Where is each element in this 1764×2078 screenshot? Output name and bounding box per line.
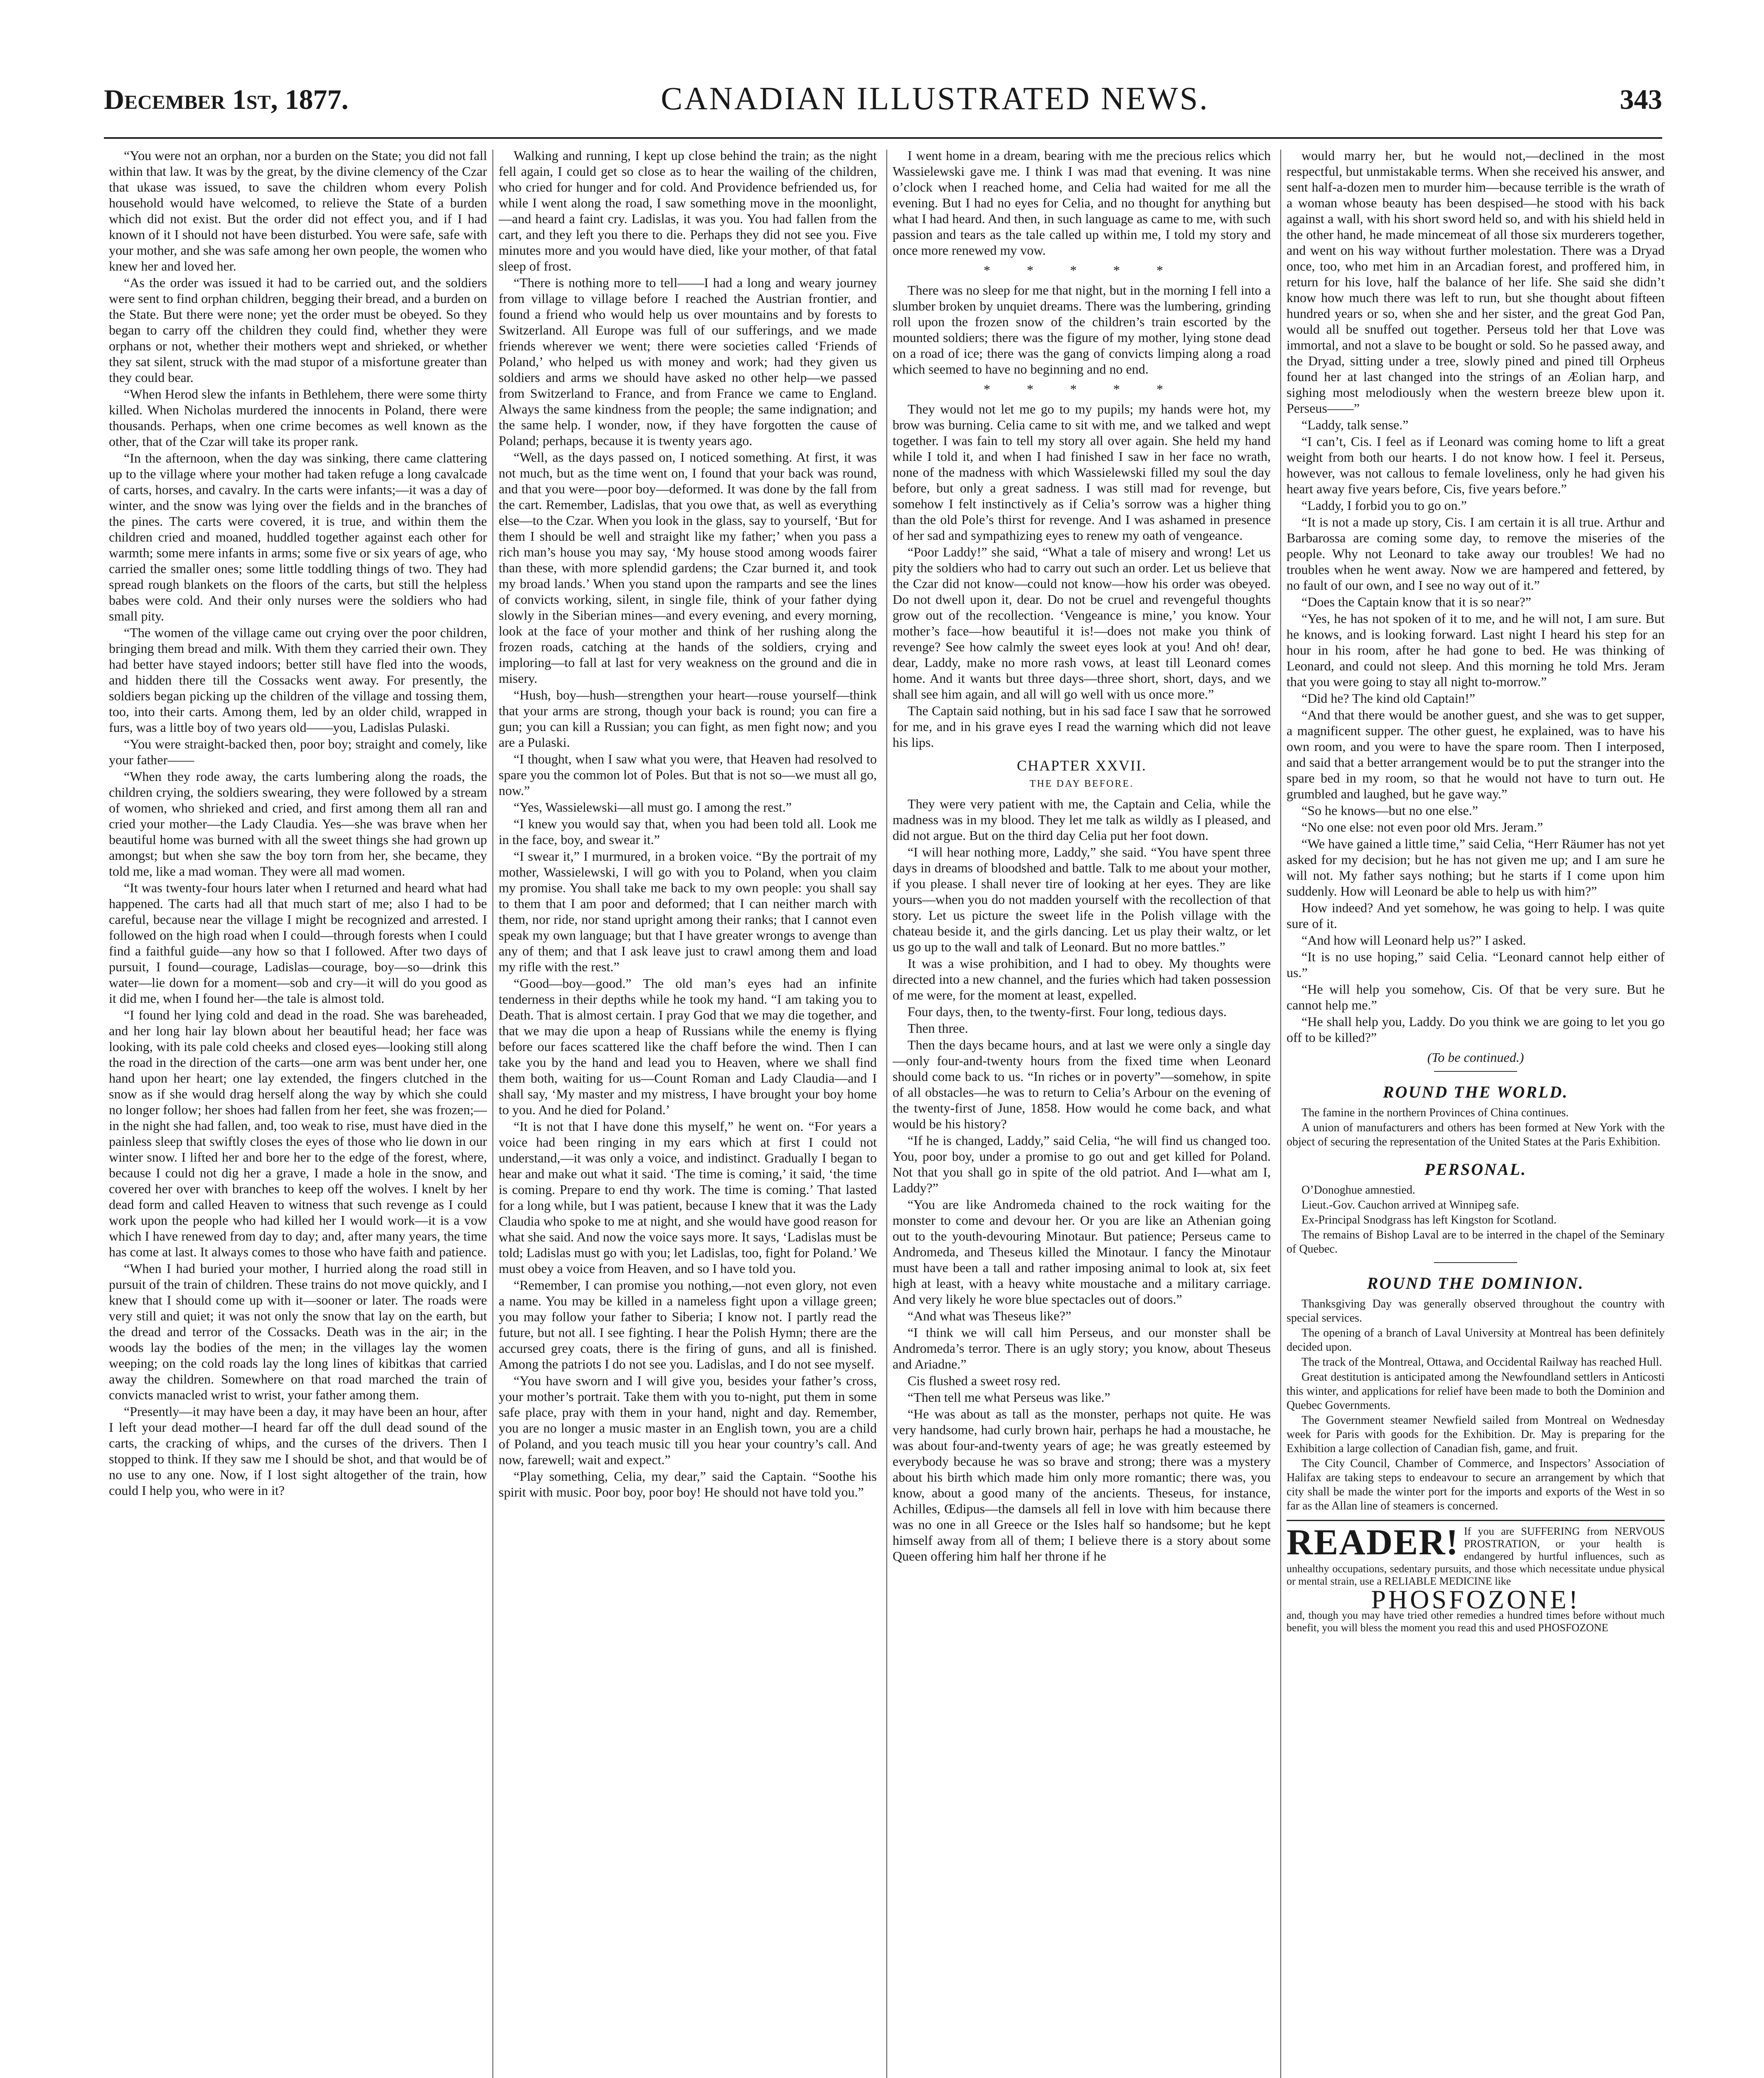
- paragraph: “Laddy, talk sense.”: [1301, 417, 1409, 432]
- page-header: [104, 75, 1662, 137]
- paragraph: I went home in a dream, bearing with me the precious relics which Wassielewski gave me. I think I was mad that evening. It was nine o’clock when I reached home, and Celia had waited for me all the evening. But I had no eyes for Celia, and no thought for anything but what I had heard. And then, in such language as came to me, with such passion and tears as the tale called up within me, I told my story and once more renewed my vow.: [893, 148, 1271, 258]
- paragraph: The remains of Bishop Laval are to be interred in the chapel of the Seminary of Quebec.: [1287, 1229, 1665, 1256]
- paragraph: Lieut.-Gov. Cauchon arrived at Winnipeg safe.: [1301, 1199, 1519, 1211]
- column-1: [109, 148, 487, 2078]
- chapter-subtitle: THE DAY BEFORE.: [1029, 778, 1134, 789]
- paragraph: “Presently—it may have been a day, it may have been an hour, after I left your dead mother—I heard far off the dull dead sound of the carts, the cracking of whips, and the curses of the drivers. Then I stopped to think. If they saw me I should be shot, and that would be of no use to any one. Now, if I lost sight altogether of the train, how could I help you, who were in it?: [109, 1404, 487, 1498]
- paragraph: The Captain said nothing, but in his sad face I saw that he sorrowed for me, and in his grave eyes I read the warning which did not leave his lips.: [893, 703, 1271, 750]
- paragraph: “He shall help you, Laddy. Do you think we are going to let you go off to be killed?”: [1287, 1014, 1665, 1045]
- paragraph: How indeed? And yet somehow, he was going to help. I was quite sure of it.: [1287, 900, 1665, 931]
- story-text: [109, 148, 487, 1498]
- personal-items: [1287, 1183, 1665, 1256]
- round-the-world-title: ROUND THE WORLD.: [1383, 1083, 1569, 1101]
- paragraph: O’Donoghue amnestied.: [1301, 1184, 1415, 1197]
- paragraph: “Did he? The kind old Captain!”: [1301, 691, 1475, 706]
- masthead-title: CANADIAN ILLUSTRATED NEWS.: [661, 80, 1209, 116]
- divider-rule: [1434, 1262, 1517, 1263]
- paragraph: “And that there would be another guest, and she was to get supper, a magnificent supper. The other guest, he explained, was to have his own room, and you were to have the spare room. Then I interposed, and said that a better arrangement would be to put the stranger into the spare bed in my room, so that he would not have to turn out. He grumbled and laughed, but he gave way.”: [1287, 707, 1665, 801]
- paragraph: The City Council, Chamber of Commerce, and Inspectors’ Association of Halifax are taking steps to endeavour to secure an arrangement by which that city shall be made the winter port for the imports and exports of the West in so far as the Allan line of steamers is concerned.: [1287, 1457, 1665, 1512]
- paragraph: “It is no use hoping,” said Celia. “Leonard cannot help either of us.”: [1287, 949, 1665, 980]
- paragraph: They were very patient with me, the Captain and Celia, while the madness was in my blood. They let me talk as wildly as I pleased, and did not argue. But on the third day Celia put her foot down.: [893, 796, 1271, 843]
- column-divider: [1280, 150, 1281, 2078]
- column-2: [499, 148, 877, 2078]
- story-text: [1287, 148, 1665, 1045]
- paragraph: “I found her lying cold and dead in the road. She was bareheaded, and her long hair lay blown about her beautiful head; her face was looking, with its pale cold cheeks and closed eyes—looking still along the road in the direction of the carts—one arm was bent under her, one hand upon her heart; one lay extended, the fingers clutched in the snow as if she would drag herself along the way by which she could no longer follow; her shoes had fallen from her feet, she was frozen;—in the night she had fallen, and, too weak to rise, must have died in the painless sleep that swiftly closes the eyes of those who lie down in our winter snow. I lifted her and bore her to the edge of the forest, where, because I could not dig her a grave, I made a hole in the snow, and covered her over with branches to keep off the wolves. I knelt by her dead form and called Heaven to witness that such revenge as I could work upon the people who had killed her I would work—it is a vow which I have renewed from day to day; and, after many years, the time has come at last. It always comes to those who have faith and patience.: [109, 1007, 487, 1259]
- round-the-dominion-title: ROUND THE DOMINION.: [1367, 1274, 1584, 1293]
- paragraph: “I will hear nothing more, Laddy,” she said. “You have spent three days in dreams of bloodshed and battle. Talk to me about your mother, if you please. I shall never tire of looking at her eyes. They are like yours—when you do not madden yourself with the recollection of that story. Let us picture the sweet life in the Polish village with the chateau beside it, and the girls dancing. Let us play their waltz, or let us go up to the wall and talk of Leonard. But no more battles.”: [893, 844, 1271, 954]
- column-4: [1287, 148, 1665, 2078]
- paragraph: “I thought, when I saw what you were, that Heaven had resolved to spare you the common lot of Poles. But that is not so—we must all go, now.”: [499, 751, 877, 798]
- paragraph: Walking and running, I kept up close behind the train; as the night fell again, I could get so close as to hear the wailing of the children, who cried for hunger and for cold. And Providence befriended us, for while I went along the road, I saw something move in the moonlight,—and heard a faint cry. Ladislas, it was you. You had fallen from the cart, and they left you there to die. Perhaps they did not see you. Five minutes more and you would have died, like your mother, of that fatal sleep of frost.: [499, 148, 877, 273]
- paragraph: “Well, as the days passed on, I noticed something. At first, it was not much, but as the time went on, I found that your back was round, and that you were—poor boy—deformed. It was done by the fall from the cart. Remember, Ladislas, that you owe that, as well as everything else—to the Czar. When you look in the glass, say to yourself, ‘But for them I should be well and straight like my father;’ when you pass a rich man’s house you may say, ‘My house stood among woods fairer than these, with more splendid gardens; the Czar burned it, and took my broad lands.’ When you stand upon the ramparts and see the lines of convicts working, silent, in single file, think of your father dying slowly in the Siberian mines—and every evening, and every morning, look at the face of your mother and think of her rushing along the frozen roads, catching at the hands of the soldiers, crying and imploring—to fall at last for very weakness on the ground and die in misery.: [499, 450, 877, 686]
- ad-footer: and, though you may have tried other remedies a hundred times before without much benefit, you will bless the moment you read this and used PHOSFOZONE: [1287, 1609, 1665, 1634]
- ad-brand-name: PHOSFOZONE!: [1371, 1585, 1580, 1614]
- round-the-dominion-items: [1287, 1297, 1665, 1513]
- header-rule: [104, 137, 1662, 139]
- paragraph: “And what was Theseus like?”: [908, 1308, 1071, 1323]
- paragraph: “When they rode away, the carts lumbering along the roads, the children crying, the soldiers swearing, they were followed by a stream of women, who shrieked and cried, and first among them all ran and cried your mother—the Lady Claudia. Yes—she was brave when her beautiful home was burned with all the sweet things she had grown up amongst; but when she saw the boy torn from her, she became, they told me, like a mad woman. They were all mad women.: [109, 769, 487, 879]
- paragraph: “Then tell me what Perseus was like.”: [908, 1390, 1110, 1405]
- paragraph: “So he knows—but no one else.”: [1301, 803, 1478, 818]
- round-the-world-items: [1287, 1106, 1665, 1149]
- paragraph: The opening of a branch of Laval University at Montreal has been definitely decided upon.: [1287, 1327, 1665, 1354]
- paragraph: “It is not that I have done this myself,” he went on. “For years a voice had been ringing in my ears which at first I could not understand,—it was only a voice, and indistinct. Gradually I began to hear and make out what it said. ‘The time is coming,’ it said, ‘the time is coming. Prepare to end thy work. The time is coming.’ That lasted for a long while, but I was patient, because I knew that it was the Lady Claudia who spoke to me at night, and she would have good reason for what she said. And now the voice says more. It says, ‘Ladislas must be told; Ladislas must go with you; let Ladislas, too, fight for Poland.’ We must obey a voice from Heaven, and so I have told you.: [499, 1119, 877, 1276]
- paragraph: “The women of the village came out crying over the poor children, bringing them bread and milk. With them they carried their own. They had better have stayed indoors; better still have fled into the woods, and hidden there till the Cossacks went away. For presently, the soldiers began picking up the children of the village and tossing them, too, into their carts. Among them, led by an older child, wrapped in furs, was a little boy of two years old——you, Ladislas Pulaski.: [109, 625, 487, 735]
- divider-rule: [1434, 1071, 1517, 1072]
- section-break: * * * * *: [984, 382, 1180, 396]
- paragraph: “And how will Leonard help us?” I asked.: [1301, 933, 1526, 948]
- story-text: [499, 148, 877, 1500]
- paragraph: “No one else: not even poor old Mrs. Jeram.”: [1301, 820, 1543, 835]
- paragraph: They would not let me go to my pupils; my hands were hot, my brow was burning. Celia came to sit with me, and we talked and wept together. I was fain to tell my story all over again. She held my hand while I told it, and when I had finished I saw in her face no wrath, none of the madness with which Wassielewski filled my soul the day before, but only a great sadness. I was still mad for revenge, but somehow I felt instinctively as if Celia’s sorrow was a higher thing than the old Pole’s thirst for revenge. And I was ashamed in presence of her sad and sympathizing eyes to renew my oath of vengeance.: [893, 401, 1271, 543]
- paragraph: Four days, then, to the twenty-first. Four long, tedious days.: [908, 1004, 1227, 1019]
- paragraph: Thanksgiving Day was generally observed throughout the country with special services.: [1287, 1298, 1665, 1325]
- paragraph: Cis flushed a sweet rosy red.: [908, 1373, 1060, 1388]
- paragraph: “I think we will call him Perseus, and our monster shall be Andromeda’s terror. There is an ugly story; you know, about Theseus and Ariadne.”: [893, 1325, 1271, 1371]
- paragraph: “I swear it,” I murmured, in a broken voice. “By the portrait of my mother, Wassielewski, I will go with you to Poland, when you claim my promise. You shall take me back to my own people: you shall say to them that I am poor and deformed; that I can neither march with them, nor ride, nor stand upright among their ranks; that I cannot even speak my own language; but that I have greater wrongs to avenge than any of them; and that I ask leave just to crawl among them and load my rifle with the rest.”: [499, 849, 877, 974]
- paragraph: “He was about as tall as the monster, perhaps not quite. He was very handsome, had curly brown hair, perhaps he had a moustache, he was about four-and-twenty years of age; he was greatly esteemed by everybody because he was so brave and strong; there was a mystery about his birth which made him only more romantic; there was, you know, about a good many of the ancients. Theseus, for instance, Achilles, Œdipus—the damsels all fell in love with him because there was no one in all Greece or the Isles half so handsome; but he kept himself away from all of them; I believe there is a story about some Queen offering him half her throne if he: [893, 1406, 1271, 1563]
- paragraph: “When Herod slew the infants in Bethlehem, there were some thirty killed. When Nicholas murdered the innocents in Poland, there were thousands. Perhaps, when one crime becomes as well known as the other, that of the Czar will take its proper rank.: [109, 387, 487, 449]
- column-divider: [492, 150, 493, 2078]
- paragraph: “In the afternoon, when the day was sinking, there came clattering up to the village where your mother had taken refuge a long cavalcade of carts, horses, and cavalry. In the carts were infants;—it was a day of winter, and the snow was lying over the fields and in the branches of the pines. The carts were covered, it is true, and within them the children cried and moaned, huddled together against each other for warmth; some mere infants in arms; some five or six years of age, who carried the smaller ones; some little toddling things of two. They had spread rough blankets on the floors of the carts, but still the helpless babes were cold. And their only nurses were the soldiers who had small pity.: [109, 451, 487, 623]
- story-text: [893, 282, 1271, 377]
- paragraph: “If he is changed, Laddy,” said Celia, “he will find us changed too. You, poor boy, under a promise to go out and get killed for Poland. Not that you shall go in spite of the old patriot. And I—what am I, Laddy?”: [893, 1133, 1271, 1195]
- to-be-continued: (To be continued.): [1427, 1050, 1524, 1065]
- paragraph: Great destitution is anticipated among the Newfoundland settlers in Anticosti this winter, and applications for relief have been made to both the Dominion and Quebec Governments.: [1287, 1371, 1665, 1412]
- paragraph: “You were straight-backed then, poor boy; straight and comely, like your father——: [109, 736, 487, 767]
- paragraph: “Remember, I can promise you nothing,—not even glory, not even a name. You may be killed in a nameless fight upon a village green; you may follow your father to Siberia; I know not. I partly read the future, but not all. I see fighting. I hear the Polish Hymn; there are the accursed grey coats, there is the firing of guns, and all is finished. Among the patriots I do not see you. Ladislas, and I do not see myself.: [499, 1278, 877, 1371]
- paragraph: “Yes, Wassielewski—all must go. I among the rest.”: [514, 800, 792, 815]
- paragraph: Ex-Principal Snodgrass has left Kingston for Scotland.: [1301, 1214, 1557, 1226]
- paragraph: would marry her, but he would not,—declined in the most respectful, but unmistakable terms. When she received his answer, and sent half-a-dozen men to murder him—because terrible is the wrath of a woman whose beauty has been despised—he stood with his back against a wall, with his short sword held so, and with his shield held in the other hand, he made mincemeat of all those six murderers together, and went on his way without further molestation. There was a Dryad once, too, who met him in an Arcadian forest, and proffered him, in return for his love, half the balance of her life. She said she didn’t know how much there was left to run, but she thought about fifteen hundred years or so, when she and her sister, and the great God Pan, would all be snuffed out together. Perseus told her that Love was immortal, and not a slave to be bought or sold. So he passed away, and the Dryad, sitting under a tree, slowly pined and pined till Orpheus found her at last changed into the strings of an Æolian harp, and sighing most melodiously when the western breeze blew upon it. Perseus——”: [1287, 148, 1665, 416]
- paragraph: “We have gained a little time,” said Celia, “Herr Räumer has not yet asked for my decision; but he has not given me up; and I am sure he will not. My father says nothing; but he starts if I come upon him suddenly. How will Leonard be able to help us with him?”: [1287, 836, 1665, 899]
- phosfozone-advertisement: [1287, 1520, 1665, 1634]
- story-text: [893, 796, 1271, 1564]
- column-divider: [886, 150, 887, 2078]
- paragraph: The track of the Montreal, Ottawa, and Occidental Railway has reached Hull.: [1301, 1356, 1662, 1369]
- paragraph: It was a wise prohibition, and I had to obey. My thoughts were directed into a new channel, and the furies which had taken possession of me were, for the moment at least, expelled.: [893, 956, 1271, 1002]
- paragraph: “Poor Laddy!” she said, “What a tale of misery and wrong! Let us pity the soldiers who had to carry out such an order. Let us believe that the Czar did not know—could not know—how his order was obeyed. Do not dwell upon it, dear. Do not be cruel and revengeful thoughts grow out of the recollection. ‘Vengeance is mine,’ you know. Your mother’s face—how beautiful it is!—does not make you think of revenge? See how calmly the sweet eyes look at you! And oh! dear, dear, Laddy, make no more rash vows, at least till Leonard comes home. And it wants but three days—three short, short, days, and we shall see him again, and all will go well with us once more.”: [893, 544, 1271, 702]
- issue-date: December 1st, 1877.: [104, 84, 349, 115]
- paragraph: “He will help you somehow, Cis. Of that be very sure. But he cannot help me.”: [1287, 982, 1665, 1012]
- paragraph: “There is nothing more to tell——I had a long and weary journey from village to village before I reached the Austrian frontier, and found a friend who would help us over mountains and by forests to Switzerland. All Europe was full of our sufferings, and we made friends wherever we went; there were societies called ‘Friends of Poland,’ who helped us with money and work; had they given us soldiers and arms we should have asked no other help—we passed from Switzerland to France, and from France we came to England. Always the same kindness from the people; the same indignation; and the same help. I wonder, now, if they have forgotten the cause of Poland; perhaps, because it is twenty years ago.: [499, 275, 877, 448]
- paragraph: “Laddy, I forbid you to go on.”: [1301, 498, 1467, 513]
- paragraph: “It was twenty-four hours later when I returned and heard what had happened. The carts had all that much start of me; also I had to be careful, because near the village I might be recognized and arrested. I followed on the high road when I could—through forests when I could find a faithful guide—any how so that I followed. After two days of pursuit, I found—courage, Ladislas—courage, boy—so—drink this water—lie down for a moment—sob and cry—it will do you good as it did me, when I found her—the tale is almost told.: [109, 880, 487, 1006]
- paragraph: The famine in the northern Provinces of China continues.: [1301, 1106, 1569, 1119]
- paragraph: “You are like Andromeda chained to the rock waiting for the monster to come and devour her. Or you are like an Athenian going out to the youth-devouring Minotaur. But patience; Perseus came to Andromeda, and Theseus killed the Minotaur. I fancy the Minotaur must have been a tall and rather imposing animal to look at, six feet high at least, with a heavy white moustache and a military carriage. And very likely he wore blue spectacles out of doors.”: [893, 1197, 1271, 1307]
- story-text: [893, 401, 1271, 750]
- section-break: * * * * *: [984, 263, 1180, 278]
- paragraph: “You were not an orphan, nor a burden on the State; you did not fall within that law. It was by the great, by the divine clemency of the Czar that ukase was issued, to save the children whom every Polish household would have welcomed, to relieve the State of a burden which did not exist. But the order did not effect you, and if I had known of it I should not have been disturbed. You were safe, safe with your mother, and she was safe among her own people, the women who knew her and loved her.: [109, 148, 487, 273]
- paragraph: “Play something, Celia, my dear,” said the Captain. “Soothe his spirit with music. Poor boy, poor boy! He should not have told you.”: [499, 1469, 877, 1499]
- paragraph: A union of manufacturers and others has been formed at New York with the object of securing the representation of the United States at the Paris Exhibition.: [1287, 1121, 1665, 1148]
- paragraph: “Does the Captain know that it is so near?”: [1301, 594, 1531, 609]
- paragraph: Then the days became hours, and at last we were only a single day—only four-and-twenty hours from the fixed time when Leonard should come back to us. “In riches or in poverty”—somehow, in spite of all obstacles—he was to return to Celia’s Arbour on the evening of the twenty-first of June, 1858. How would he come back, and what would be his history?: [893, 1037, 1271, 1131]
- personal-title: PERSONAL.: [1424, 1160, 1527, 1179]
- paragraph: Then three.: [908, 1021, 968, 1036]
- paragraph: “I can’t, Cis. I feel as if Leonard was coming home to lift a great weight from both our hearts. I do not know how. I feel it. Perseus, however, was not callous to female loveliness, only he had given his heart away five years before, Cis, five years before.”: [1287, 434, 1665, 496]
- column-3: [893, 148, 1271, 2078]
- story-text: [893, 148, 1271, 258]
- chapter-heading: CHAPTER XXVII.: [1017, 757, 1146, 774]
- paragraph: The Government steamer Newfield sailed from Montreal on Wednesday week for Paris with goods for the Exhibition. Dr. May is preparing for the Exhibition a large collection of Canadian fish, game, and fruit.: [1287, 1414, 1665, 1455]
- paragraph: “It is not a made up story, Cis. I am certain it is all true. Arthur and Barbarossa are coming some day, to remove the miseries of the people. Why not Leonard to take away our troubles! We had no troubles when he went away. Now we are hampered and fettered, by no fault of our own, and I see no way out of it.”: [1287, 515, 1665, 593]
- paragraph: “When I had buried your mother, I hurried along the road still in pursuit of the train of children. These trains do not move quickly, and I knew that I should come up with it—sooner or later. The roads were very still and quiet; it was not only the snow that lay on the earth, but the dread and terror of the Cossacks. Death was in the air; in the woods lay the bodies of the men; in the villages lay the women weeping; on the cold roads lay the long lines of kibitkas that carried away the children. Somewhere on that road marched the train of convicts manacled wrist to wrist, your father among them.: [109, 1261, 487, 1402]
- page-number: 343: [1620, 84, 1662, 115]
- paragraph: “Hush, boy—hush—strengthen your heart—rouse yourself—think that your arms are strong, though your back is round; you can fire a gun; you can kill a Russian; you can fight, as men fight now; and you are a Pulaski.: [499, 687, 877, 750]
- paragraph: “As the order was issued it had to be carried out, and the soldiers were sent to find orphan children, begging their bread, and a burden on the State. But there were none; yet the order must be obeyed. So they began to carry off the children they could find, whether they were orphans or not, whether their mothers wept and shrieked, or whether they sat silent, struck with the mad stupor of a misfortune greater than they could bear.: [109, 275, 487, 385]
- ad-headline: READER!: [1287, 1522, 1459, 1563]
- paragraph: There was no sleep for me that night, but in the morning I fell into a slumber broken by unquiet dreams. There was the lumbering, grinding roll upon the frozen snow of the children’s train escorted by the mounted soldiers; there was the figure of my mother, lying stone dead on a road of ice; there was the gang of convicts limping along a road which seemed to have no beginning and no end.: [893, 283, 1271, 377]
- paragraph: “Good—boy—good.” The old man’s eyes had an infinite tenderness in their depths while he took my hand. “I am taking you to Death. That is almost certain. I pray God that we may die together, and that we may die upon a heap of Russians while the enemy is flying before our faces scattered like the chaff before the wind. Then I can take you by the hand and lead you to Heaven, where we shall find them both, waiting for us—Count Roman and Lady Claudia—and I shall say, ‘My master and my mistress, I have brought your boy home to you. And he died for Poland.’: [499, 976, 877, 1117]
- paragraph: “Yes, he has not spoken of it to me, and he will not, I am sure. But he knows, and is looking forward. Last night I heard his step for an hour in his room, after he had gone to bed. He was thinking of Leonard, and could not sleep. And this morning he told Mrs. Jeram that you were going to stay all night to-morrow.”: [1287, 611, 1665, 689]
- paragraph: “I knew you would say that, when you had been told all. Look me in the face, boy, and swear it.”: [499, 816, 877, 847]
- ad-body: If you are SUFFERING from NERVOUS PROSTRATION, or your health is endangered by hurtful influences, such as unhealthy occupations, sedentary pursuits, and those which necessitate undue physical or mental strain, use a RELIABLE MEDICINE like: [1287, 1525, 1665, 1587]
- paragraph: “You have sworn and I will give you, besides your father’s cross, your mother’s portrait. Take them with you to-night, put them in some safe place, pray with them in your hand, night and day. Remember, you are no longer a music master in an English town, you are a child of Poland, and you teach music till you hear your country’s call. And now, farewell; wait and expect.”: [499, 1373, 877, 1467]
